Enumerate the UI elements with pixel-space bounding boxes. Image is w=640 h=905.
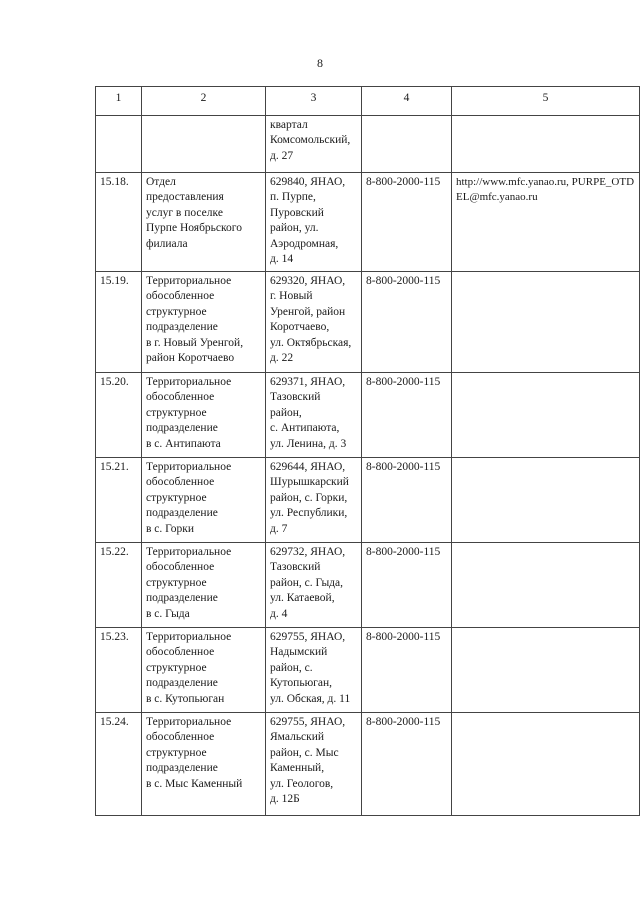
column-header: 1: [96, 87, 142, 116]
office-address: 629320, ЯНАО, г. Новый Уренгой, район Коротчаево, ул. Октябрьская, д. 22: [266, 272, 362, 373]
table-header-row: [96, 87, 640, 116]
office-web-email: [452, 272, 640, 373]
office-address: квартал Комсомольский, д. 27: [266, 116, 362, 173]
table-row: [96, 713, 640, 816]
column-header: 5: [452, 87, 640, 116]
office-phone: 8-800-2000-115: [362, 713, 452, 816]
office-phone: 8-800-2000-115: [362, 373, 452, 458]
page-number: 8: [317, 56, 323, 70]
column-header: 2: [142, 87, 266, 116]
office-address: 629755, ЯНАО, Надымский район, с. Кутопьюган, ул. Обская, д. 11: [266, 628, 362, 713]
table-row: [96, 373, 640, 458]
office-name: Территориальное обособленное структурное подразделение в с. Мыс Каменный: [142, 713, 266, 816]
office-address: 629371, ЯНАО, Тазовский район, с. Антипаюта, ул. Ленина, д. 3: [266, 373, 362, 458]
table-row: [96, 116, 640, 173]
table-row: [96, 543, 640, 628]
table-row: [96, 458, 640, 543]
office-address: 629644, ЯНАО, Шурышкарский район, с. Горки, ул. Республики, д. 7: [266, 458, 362, 543]
column-header: 4: [362, 87, 452, 116]
office-phone: [362, 116, 452, 173]
row-number: 15.22.: [96, 543, 142, 628]
table-row: [96, 272, 640, 373]
office-web-email: http://www.mfc.yanao.ru, PURPE_OTDEL@mfc.yanao.ru: [452, 173, 640, 272]
office-address: 629840, ЯНАО, п. Пурпе, Пуровский район, ул. Аэродромная, д. 14: [266, 173, 362, 272]
row-number: 15.21.: [96, 458, 142, 543]
office-phone: 8-800-2000-115: [362, 173, 452, 272]
office-web-email: [452, 458, 640, 543]
office-name: Территориальное обособленное структурное подразделение в с. Антипаюта: [142, 373, 266, 458]
office-web-email: [452, 628, 640, 713]
row-number: 15.19.: [96, 272, 142, 373]
office-name: [142, 116, 266, 173]
column-header: 3: [266, 87, 362, 116]
row-number: 15.23.: [96, 628, 142, 713]
office-address: 629732, ЯНАО, Тазовский район, с. Гыда, ул. Катаевой, д. 4: [266, 543, 362, 628]
office-phone: 8-800-2000-115: [362, 458, 452, 543]
office-name: Территориальное обособленное структурное подразделение в г. Новый Уренгой, район Коротчаево: [142, 272, 266, 373]
office-web-email: [452, 713, 640, 816]
office-name: Территориальное обособленное структурное подразделение в с. Горки: [142, 458, 266, 543]
office-name: Территориальное обособленное структурное подразделение в с. Гыда: [142, 543, 266, 628]
office-web-email: [452, 116, 640, 173]
office-phone: 8-800-2000-115: [362, 628, 452, 713]
row-number: 15.24.: [96, 713, 142, 816]
office-name: Территориальное обособленное структурное подразделение в с. Кутопьюган: [142, 628, 266, 713]
office-phone: 8-800-2000-115: [362, 272, 452, 373]
mfc-offices-table: [95, 86, 640, 816]
office-web-email: [452, 373, 640, 458]
office-name: Отдел предоставления услуг в поселке Пурпе Ноябрьского филиала: [142, 173, 266, 272]
table-row: [96, 173, 640, 272]
office-web-email: [452, 543, 640, 628]
row-number: 15.18.: [96, 173, 142, 272]
row-number: [96, 116, 142, 173]
table-row: [96, 628, 640, 713]
row-number: 15.20.: [96, 373, 142, 458]
office-phone: 8-800-2000-115: [362, 543, 452, 628]
office-address: 629755, ЯНАО, Ямальский район, с. Мыс Каменный, ул. Геологов, д. 12Б: [266, 713, 362, 816]
